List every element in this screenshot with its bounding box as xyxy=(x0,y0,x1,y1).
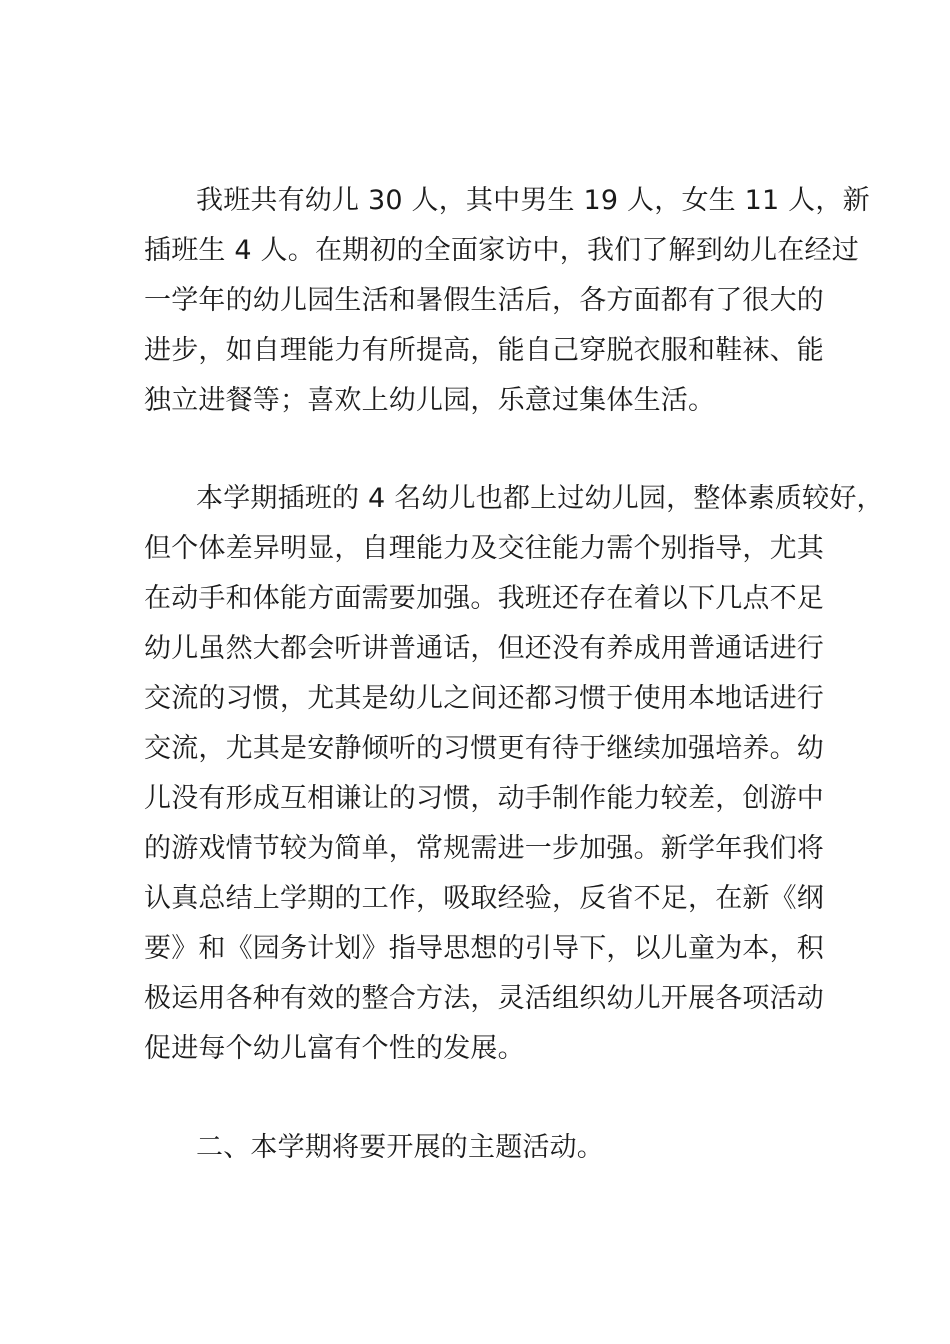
text-line: 交流，尤其是安静倾听的习惯更有待于继续加强培养。幼 xyxy=(144,733,824,764)
text-line: 我班共有幼儿 30 人，其中男生 19 人，女生 11 人，新 xyxy=(196,185,870,216)
text-line: 交流的习惯，尤其是幼儿之间还都习惯于使用本地话进行 xyxy=(144,683,824,714)
text-line: 但个体差异明显，自理能力及交往能力需个别指导，尤其 xyxy=(144,533,824,564)
text-line: 促进每个幼儿富有个性的发展。 xyxy=(144,1033,525,1064)
text-line: 一学年的幼儿园生活和暑假生活后，各方面都有了很大的 xyxy=(144,285,824,316)
text-line: 极运用各种有效的整合方法，灵活组织幼儿开展各项活动 xyxy=(144,983,824,1014)
text-line: 独立进餐等；喜欢上幼儿园，乐意过集体生活。 xyxy=(144,385,716,416)
text-line: 插班生 4 人。在期初的全面家访中，我们了解到幼儿在经过 xyxy=(144,235,859,266)
text-line: 的游戏情节较为简单，常规需进一步加强。新学年我们将 xyxy=(144,833,824,864)
section-heading: 二、本学期将要开展的主题活动。 xyxy=(196,1132,604,1163)
text-line: 进步，如自理能力有所提高，能自己穿脱衣服和鞋袜、能 xyxy=(144,335,824,366)
text-line: 儿没有形成互相谦让的习惯，动手制作能力较差，创游中 xyxy=(144,783,824,814)
text-line: 认真总结上学期的工作，吸取经验，反省不足，在新《纲 xyxy=(144,883,824,914)
text-line: 要》和《园务计划》指导思想的引导下，以儿童为本，积 xyxy=(144,933,824,964)
text-line: 在动手和体能方面需要加强。我班还存在着以下几点不足 xyxy=(144,583,824,614)
text-line: 本学期插班的 4 名幼儿也都上过幼儿园，整体素质较好， xyxy=(196,483,884,514)
text-line: 幼儿虽然大都会听讲普通话，但还没有养成用普通话进行 xyxy=(144,633,824,664)
